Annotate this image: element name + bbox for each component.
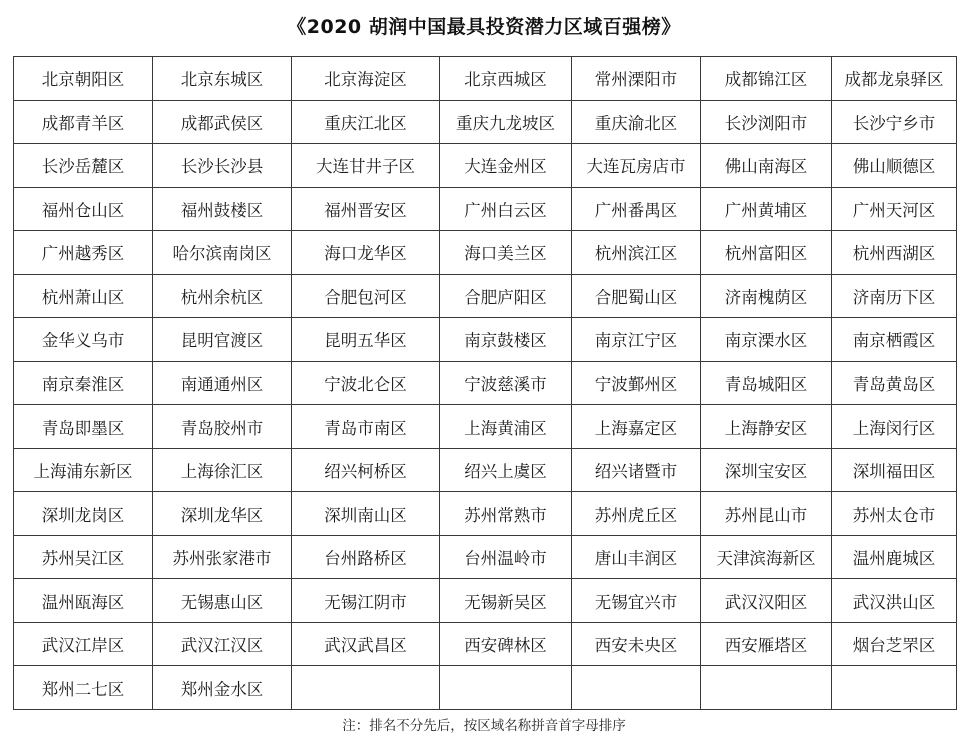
district-cell: 绍兴上虞区 [440, 448, 572, 492]
district-cell: 南京秦淮区 [14, 361, 153, 405]
table-row [14, 579, 957, 623]
district-cell: 唐山丰润区 [572, 535, 701, 579]
district-cell: 苏州张家港市 [153, 535, 292, 579]
district-cell: 南京鼓楼区 [440, 318, 572, 362]
district-cell [832, 666, 957, 710]
district-cell: 宁波北仑区 [292, 361, 440, 405]
district-cell: 哈尔滨南岗区 [153, 231, 292, 275]
table-row [14, 448, 957, 492]
district-cell: 深圳宝安区 [701, 448, 832, 492]
district-cell: 常州溧阳市 [572, 57, 701, 101]
table-row [14, 144, 957, 188]
district-cell: 深圳龙岗区 [14, 492, 153, 536]
district-cell [440, 666, 572, 710]
district-cell: 南京栖霞区 [832, 318, 957, 362]
district-cell: 北京西城区 [440, 57, 572, 101]
district-cell: 上海徐汇区 [153, 448, 292, 492]
district-cell: 昆明五华区 [292, 318, 440, 362]
district-cell: 西安未央区 [572, 622, 701, 666]
district-cell: 杭州萧山区 [14, 274, 153, 318]
district-cell: 上海嘉定区 [572, 405, 701, 449]
table-row [14, 622, 957, 666]
district-cell: 佛山南海区 [701, 144, 832, 188]
district-cell: 成都锦江区 [701, 57, 832, 101]
district-cell: 杭州西湖区 [832, 231, 957, 275]
district-cell: 无锡新吴区 [440, 579, 572, 623]
district-table [13, 56, 957, 710]
district-cell: 宁波慈溪市 [440, 361, 572, 405]
district-cell: 上海黄浦区 [440, 405, 572, 449]
district-cell: 杭州滨江区 [572, 231, 701, 275]
district-cell: 长沙宁乡市 [832, 100, 957, 144]
table-row [14, 535, 957, 579]
district-cell: 海口美兰区 [440, 231, 572, 275]
district-cell: 无锡宜兴市 [572, 579, 701, 623]
district-cell: 苏州太仓市 [832, 492, 957, 536]
district-cell: 温州鹿城区 [832, 535, 957, 579]
table-row [14, 231, 957, 275]
district-cell: 青岛即墨区 [14, 405, 153, 449]
district-cell: 无锡江阴市 [292, 579, 440, 623]
district-cell: 武汉江汉区 [153, 622, 292, 666]
district-cell: 烟台芝罘区 [832, 622, 957, 666]
district-cell: 青岛胶州市 [153, 405, 292, 449]
district-cell: 苏州虎丘区 [572, 492, 701, 536]
district-cell: 福州晋安区 [292, 187, 440, 231]
district-cell: 重庆渝北区 [572, 100, 701, 144]
district-cell: 广州天河区 [832, 187, 957, 231]
district-cell: 济南历下区 [832, 274, 957, 318]
district-cell: 广州白云区 [440, 187, 572, 231]
district-cell: 大连金州区 [440, 144, 572, 188]
district-cell: 合肥庐阳区 [440, 274, 572, 318]
district-cell: 重庆九龙坡区 [440, 100, 572, 144]
district-cell: 长沙长沙县 [153, 144, 292, 188]
district-cell: 深圳南山区 [292, 492, 440, 536]
district-cell: 福州鼓楼区 [153, 187, 292, 231]
district-cell: 台州路桥区 [292, 535, 440, 579]
district-cell: 西安雁塔区 [701, 622, 832, 666]
district-cell: 郑州二七区 [14, 666, 153, 710]
table-row [14, 361, 957, 405]
district-cell: 广州越秀区 [14, 231, 153, 275]
table-row [14, 57, 957, 101]
district-cell: 杭州富阳区 [701, 231, 832, 275]
district-cell: 长沙浏阳市 [701, 100, 832, 144]
district-cell: 南通通州区 [153, 361, 292, 405]
district-cell: 苏州昆山市 [701, 492, 832, 536]
district-cell: 温州瓯海区 [14, 579, 153, 623]
district-cell: 青岛城阳区 [701, 361, 832, 405]
footnote: 注：排名不分先后，按区域名称拼音首字母排序 [342, 718, 626, 734]
district-cell: 北京朝阳区 [14, 57, 153, 101]
district-cell: 大连瓦房店市 [572, 144, 701, 188]
district-cell: 台州温岭市 [440, 535, 572, 579]
district-cell: 深圳福田区 [832, 448, 957, 492]
district-cell: 广州黄埔区 [701, 187, 832, 231]
table-row [14, 666, 957, 710]
district-cell [292, 666, 440, 710]
table-row [14, 318, 957, 362]
district-cell: 福州仓山区 [14, 187, 153, 231]
district-cell: 合肥包河区 [292, 274, 440, 318]
district-cell: 南京溧水区 [701, 318, 832, 362]
district-cell: 北京海淀区 [292, 57, 440, 101]
district-cell: 南京江宁区 [572, 318, 701, 362]
district-cell [572, 666, 701, 710]
district-cell: 郑州金水区 [153, 666, 292, 710]
district-cell: 天津滨海新区 [701, 535, 832, 579]
district-cell: 北京东城区 [153, 57, 292, 101]
district-cell: 上海浦东新区 [14, 448, 153, 492]
district-cell: 合肥蜀山区 [572, 274, 701, 318]
table-row [14, 187, 957, 231]
district-cell: 济南槐荫区 [701, 274, 832, 318]
district-cell: 武汉汉阳区 [701, 579, 832, 623]
district-cell: 上海静安区 [701, 405, 832, 449]
page-title: 《2020 胡润中国最具投资潜力区域百强榜》 [287, 16, 681, 38]
district-cell: 苏州吴江区 [14, 535, 153, 579]
district-cell: 青岛黄岛区 [832, 361, 957, 405]
district-cell: 上海闵行区 [832, 405, 957, 449]
district-cell: 西安碑林区 [440, 622, 572, 666]
district-cell: 青岛市南区 [292, 405, 440, 449]
district-cell: 深圳龙华区 [153, 492, 292, 536]
district-cell: 大连甘井子区 [292, 144, 440, 188]
district-cell: 佛山顺德区 [832, 144, 957, 188]
district-cell: 无锡惠山区 [153, 579, 292, 623]
table-row [14, 100, 957, 144]
district-cell: 武汉江岸区 [14, 622, 153, 666]
district-cell: 昆明官渡区 [153, 318, 292, 362]
district-cell: 绍兴诸暨市 [572, 448, 701, 492]
district-cell: 海口龙华区 [292, 231, 440, 275]
district-cell: 成都龙泉驿区 [832, 57, 957, 101]
district-cell: 广州番禺区 [572, 187, 701, 231]
district-cell: 重庆江北区 [292, 100, 440, 144]
table-row [14, 274, 957, 318]
district-cell: 长沙岳麓区 [14, 144, 153, 188]
district-cell: 宁波鄞州区 [572, 361, 701, 405]
table-row [14, 405, 957, 449]
district-cell: 武汉武昌区 [292, 622, 440, 666]
district-cell: 金华义乌市 [14, 318, 153, 362]
table-row [14, 492, 957, 536]
district-cell: 杭州余杭区 [153, 274, 292, 318]
district-cell: 成都青羊区 [14, 100, 153, 144]
district-cell: 绍兴柯桥区 [292, 448, 440, 492]
district-cell [701, 666, 832, 710]
district-cell: 武汉洪山区 [832, 579, 957, 623]
district-cell: 成都武侯区 [153, 100, 292, 144]
district-cell: 苏州常熟市 [440, 492, 572, 536]
